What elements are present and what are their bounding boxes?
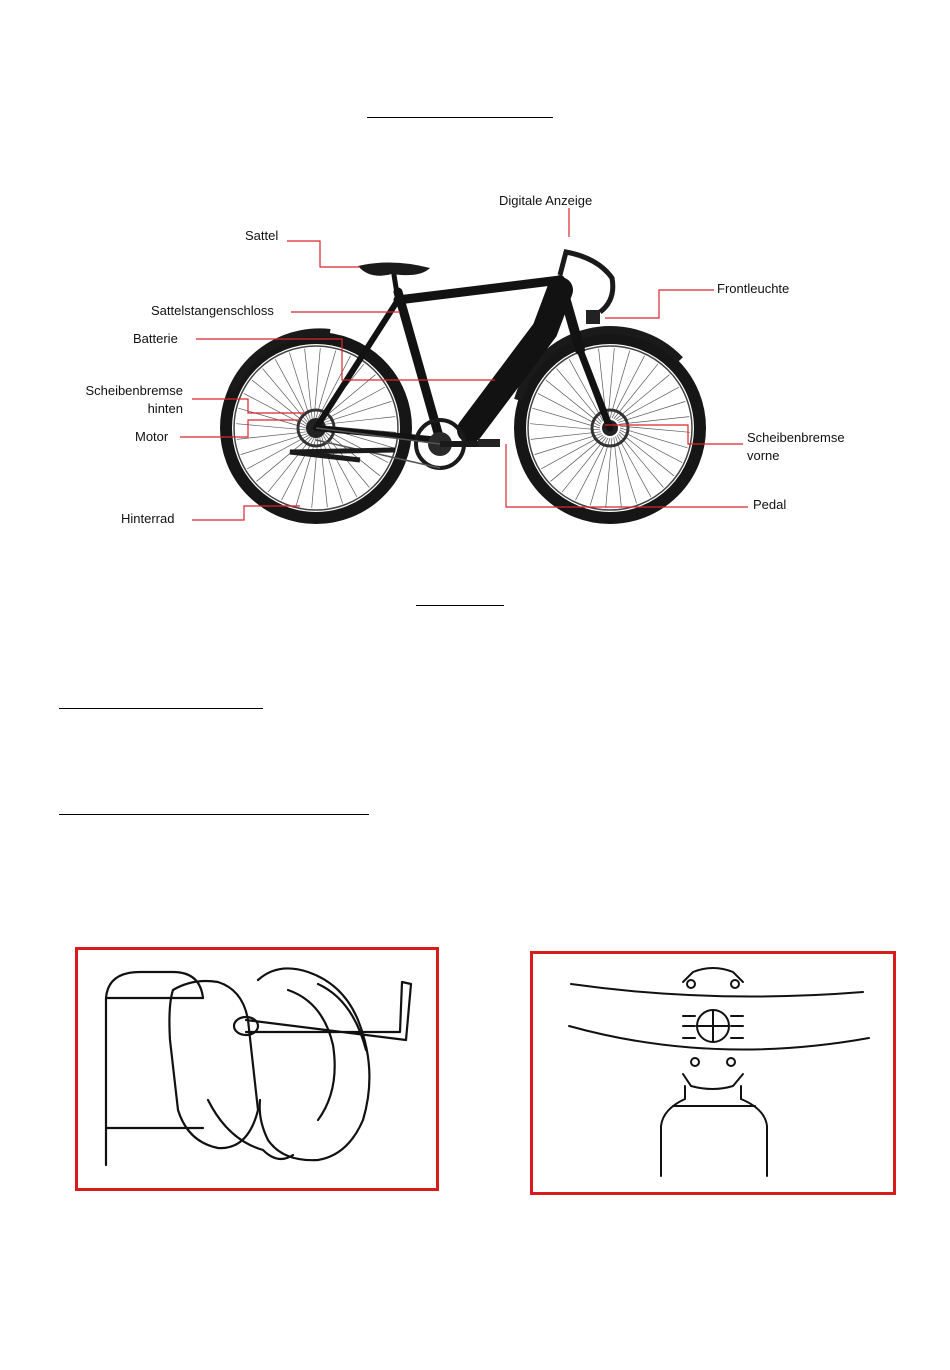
label-scheibenbremse-hinten-line1: Scheibenbremse bbox=[85, 383, 183, 398]
wheel-spoke bbox=[531, 432, 601, 440]
label-scheibenbremse-hinten-line2: hinten bbox=[147, 401, 183, 416]
label-scheibenbremse-vorne-line1: Scheibenbremse bbox=[747, 430, 845, 445]
wheel-spoke bbox=[322, 436, 343, 503]
wheel-spoke bbox=[256, 436, 310, 481]
wheel-spoke bbox=[237, 432, 307, 440]
label-batterie: Batterie bbox=[133, 331, 178, 346]
wheel-spoke bbox=[616, 375, 670, 420]
heading-rule-3 bbox=[59, 708, 263, 709]
wheel-spoke bbox=[263, 368, 308, 422]
bike-icon bbox=[0, 0, 950, 560]
wheel-spoke bbox=[619, 417, 689, 425]
label-hinterrad: Hinterrad bbox=[121, 511, 175, 526]
wheel-spoke bbox=[535, 434, 602, 455]
wheel-spoke bbox=[550, 436, 604, 481]
wheel-spoke bbox=[616, 436, 637, 503]
wheel-spoke bbox=[325, 417, 395, 425]
wheel-spoke bbox=[618, 434, 663, 488]
wheel-spoke bbox=[614, 437, 622, 507]
label-pedal: Pedal bbox=[753, 497, 787, 512]
seat-clamp-figure bbox=[75, 947, 439, 1191]
label-sattelstangenschloss: Sattelstangenschloss bbox=[151, 303, 274, 318]
heading-rule-2 bbox=[416, 605, 504, 606]
label-sattel: Sattel bbox=[245, 228, 279, 243]
wheel-spoke bbox=[305, 349, 313, 419]
heading-rule-4 bbox=[59, 814, 369, 815]
seat-clamp-hex-key-icon bbox=[78, 950, 436, 1188]
wheel-spoke bbox=[289, 353, 310, 420]
label-motor: Motor bbox=[135, 429, 169, 444]
stem-alignment-scale-icon bbox=[533, 954, 893, 1192]
label-scheibenbremse-hinten bbox=[80, 382, 183, 418]
label-digitale-anzeige: Digitale Anzeige bbox=[499, 193, 593, 208]
stem-alignment-figure bbox=[530, 951, 896, 1195]
wheel-spoke bbox=[618, 401, 685, 422]
label-frontleuchte: Frontleuchte bbox=[717, 281, 790, 296]
wheel-spoke bbox=[320, 437, 328, 507]
label-scheibenbremse-vorne-line2: vorne bbox=[747, 448, 780, 463]
label-scheibenbremse-vorne bbox=[747, 429, 845, 465]
